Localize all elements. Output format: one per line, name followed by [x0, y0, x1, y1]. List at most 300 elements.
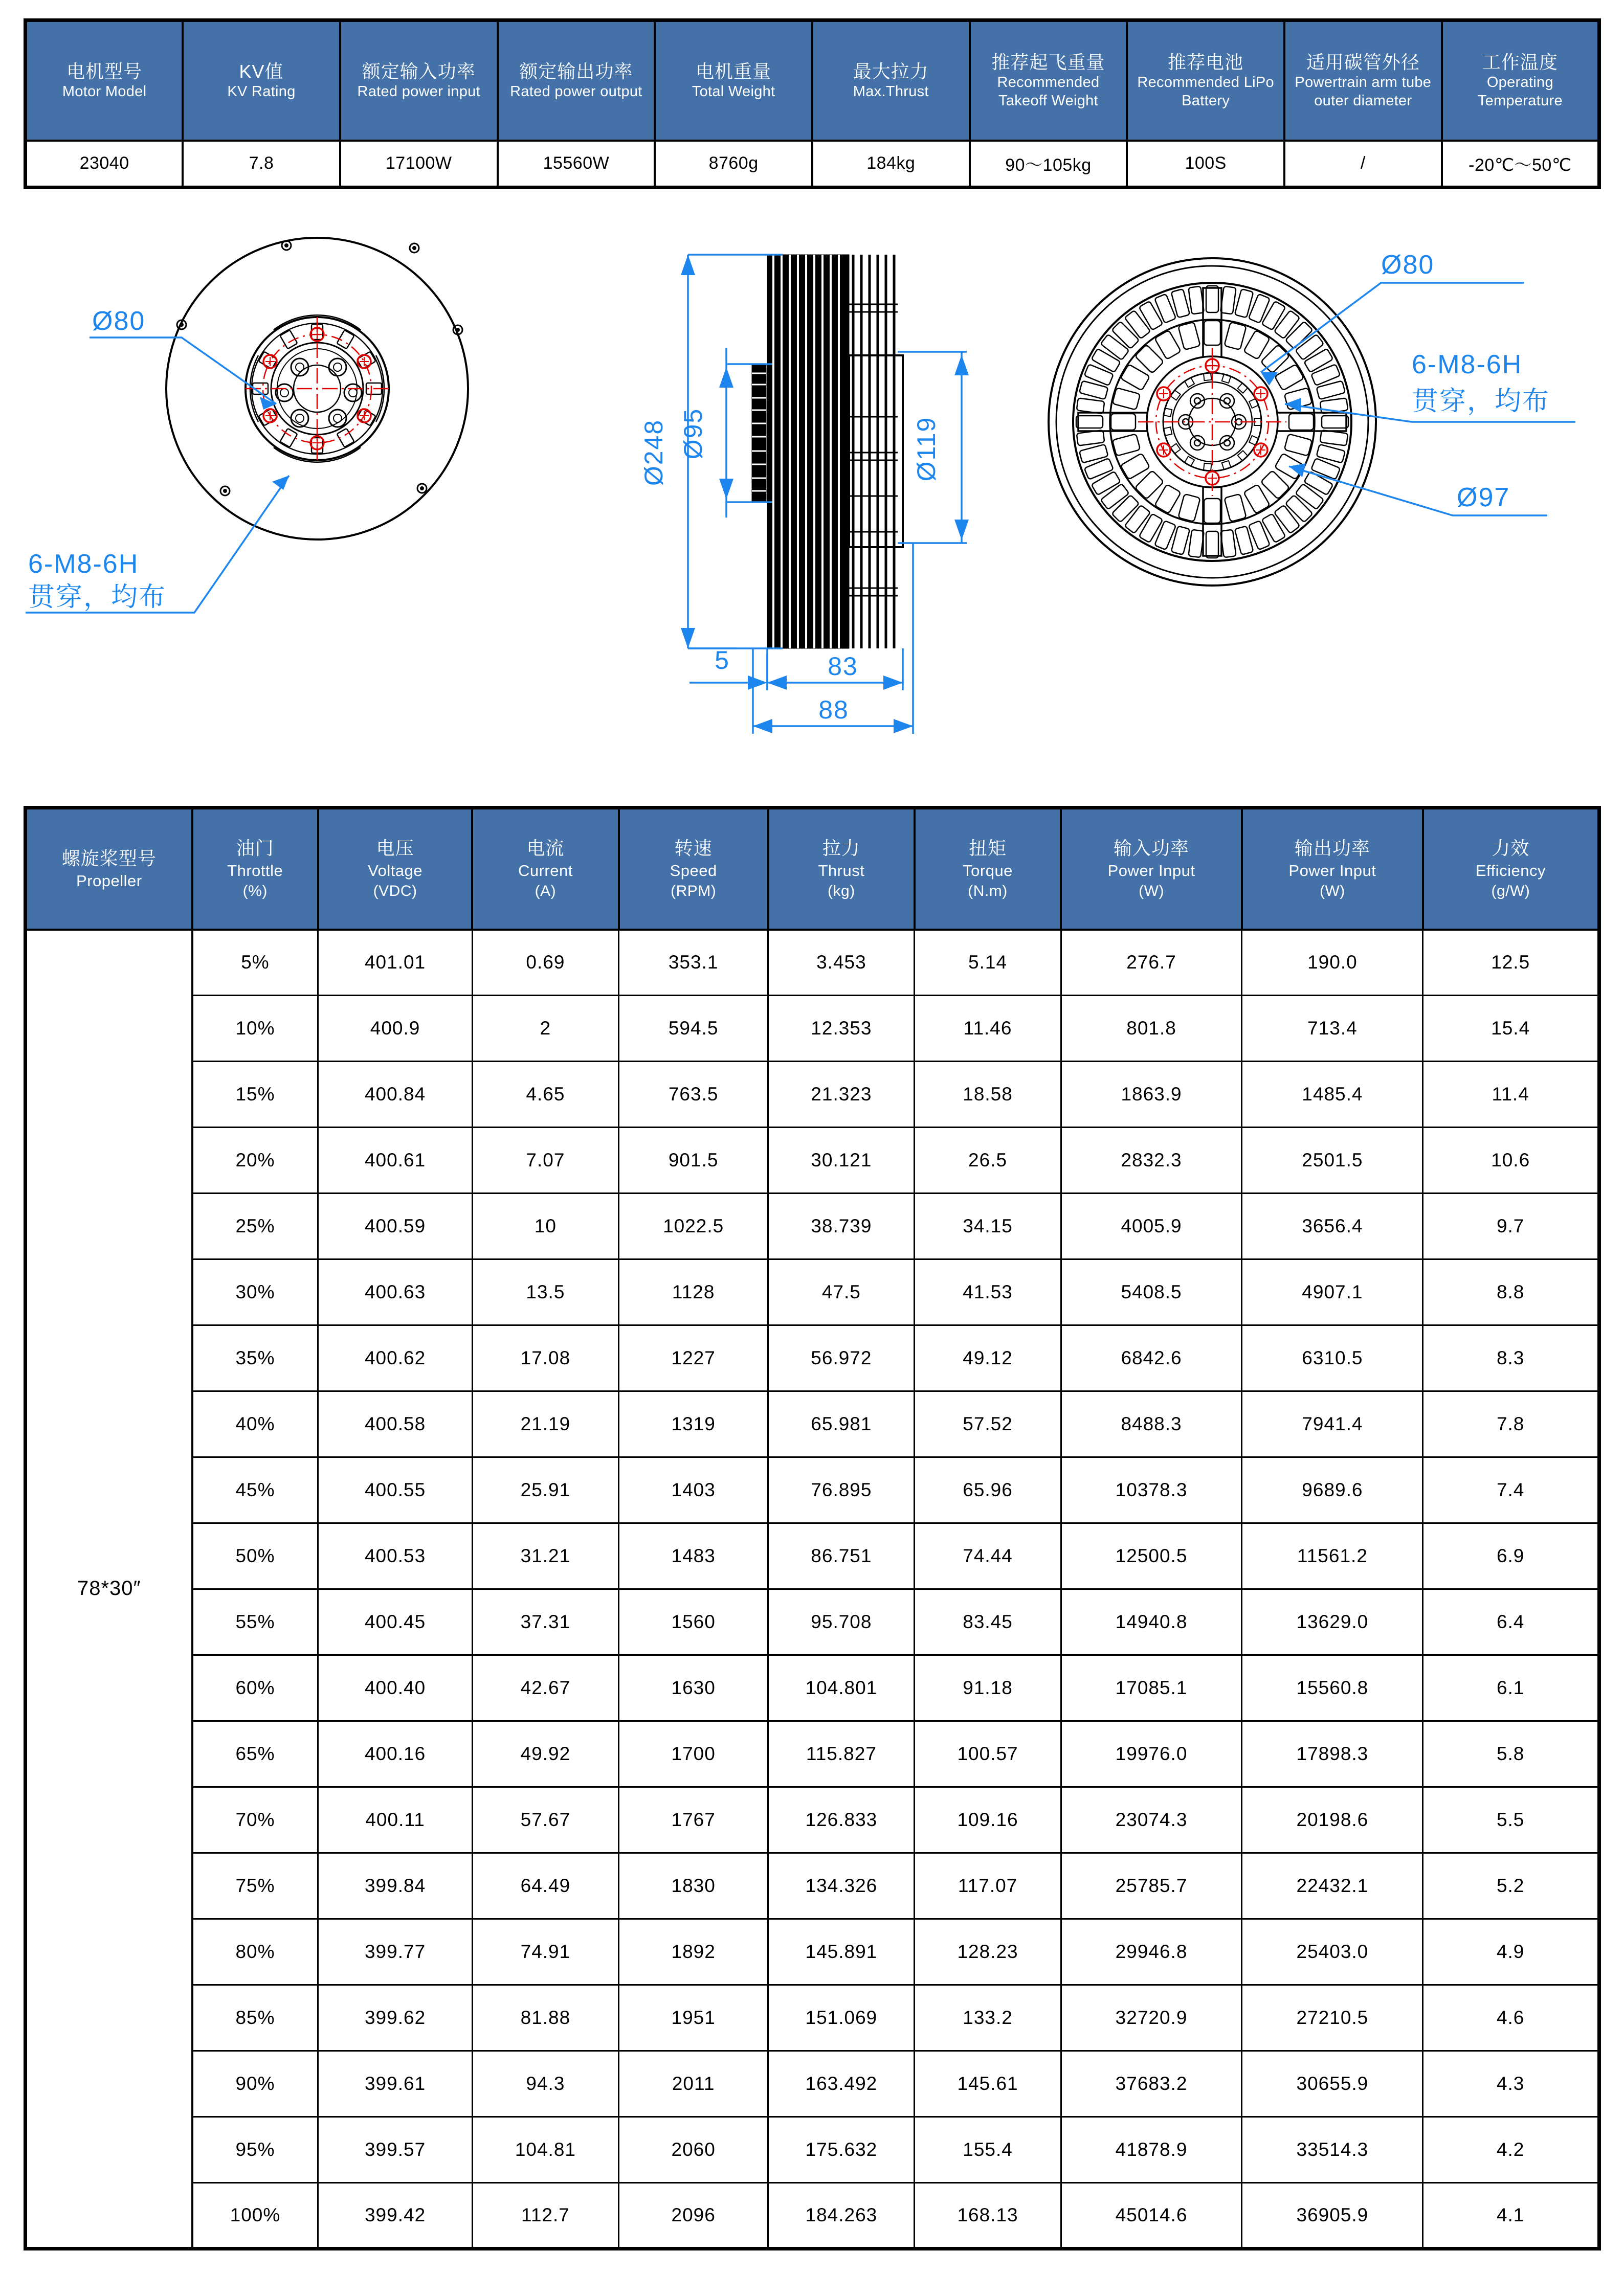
- perf-cell-thrust: 21.323: [768, 1062, 915, 1128]
- perf-cell-throttle: 55%: [192, 1589, 318, 1655]
- perf-cell-throttle: 65%: [192, 1721, 318, 1787]
- spec-header-motor-model: [26, 20, 183, 141]
- perf-cell-power-output: 190.0: [1242, 930, 1423, 996]
- perf-cell-throttle: 20%: [192, 1128, 318, 1194]
- perf-cell-thrust: 163.492: [768, 2051, 915, 2117]
- spec-header-en: KV Rating: [227, 83, 296, 100]
- perf-cell-throttle: 85%: [192, 1985, 318, 2051]
- spec-value-recommended-takeoff-weight: 90～105kg: [970, 141, 1127, 188]
- perf-header-cn: 拉力: [822, 838, 860, 859]
- perf-cell-efficiency: 4.6: [1423, 1985, 1599, 2051]
- perf-cell-thrust: 184.263: [768, 2183, 915, 2249]
- perf-header-propeller: [26, 808, 192, 930]
- table-row: [26, 1325, 1599, 1391]
- perf-cell-throttle: 50%: [192, 1523, 318, 1589]
- perf-cell-thrust: 76.895: [768, 1457, 915, 1523]
- perf-cell-current: 64.49: [472, 1853, 618, 1919]
- perf-cell-torque: 168.13: [915, 2183, 1061, 2249]
- table-row: [26, 1787, 1599, 1853]
- side-view-dim-outer-diameter-text: Ø248: [639, 419, 668, 486]
- perf-header-cn: 电压: [376, 838, 414, 859]
- perf-header-unit: (VDC): [373, 883, 417, 900]
- perf-cell-torque: 109.16: [915, 1787, 1061, 1853]
- perf-cell-efficiency: 6.4: [1423, 1589, 1599, 1655]
- perf-header-torque: [915, 808, 1061, 930]
- perf-cell-torque: 18.58: [915, 1062, 1061, 1128]
- perf-cell-thrust: 115.827: [768, 1721, 915, 1787]
- perf-cell-efficiency: 11.4: [1423, 1062, 1599, 1128]
- perf-cell-thrust: 56.972: [768, 1325, 915, 1391]
- table-row: [26, 1128, 1599, 1194]
- perf-cell-current: 57.67: [472, 1787, 618, 1853]
- perf-cell-torque: 91.18: [915, 1655, 1061, 1721]
- perf-cell-voltage: 400.11: [318, 1787, 473, 1853]
- perf-cell-thrust: 30.121: [768, 1128, 915, 1194]
- perf-cell-power-input: 276.7: [1061, 930, 1242, 996]
- specification-table-container: [24, 18, 1601, 189]
- perf-cell-power-output: 20198.6: [1242, 1787, 1423, 1853]
- perf-cell-speed: 1830: [619, 1853, 768, 1919]
- perf-cell-throttle: 35%: [192, 1325, 318, 1391]
- bottom-view-bolt-circle-callout: [1289, 463, 1547, 515]
- perf-cell-efficiency: 6.9: [1423, 1523, 1599, 1589]
- perf-cell-torque: 74.44: [915, 1523, 1061, 1589]
- specification-table: [24, 18, 1601, 189]
- perf-cell-throttle: 100%: [192, 2183, 318, 2249]
- perf-cell-power-output: 15560.8: [1242, 1655, 1423, 1721]
- perf-header-unit: (RPM): [671, 883, 717, 900]
- perf-cell-power-output: 7941.4: [1242, 1391, 1423, 1457]
- perf-cell-speed: 2011: [619, 2051, 768, 2117]
- perf-cell-efficiency: 7.4: [1423, 1457, 1599, 1523]
- perf-cell-torque: 117.07: [915, 1853, 1061, 1919]
- perf-cell-throttle: 60%: [192, 1655, 318, 1721]
- perf-header-en: Voltage: [368, 862, 423, 880]
- perf-cell-current: 42.67: [472, 1655, 618, 1721]
- perf-cell-current: 31.21: [472, 1523, 618, 1589]
- perf-cell-power-output: 1485.4: [1242, 1062, 1423, 1128]
- perf-header-cn: 扭矩: [969, 838, 1007, 859]
- perf-header-power-output: [1242, 808, 1423, 930]
- perf-cell-power-input: 14940.8: [1061, 1589, 1242, 1655]
- perf-cell-speed: 1227: [619, 1325, 768, 1391]
- perf-cell-voltage: 401.01: [318, 930, 473, 996]
- spec-header-kv-rating: [183, 20, 340, 141]
- perf-cell-efficiency: 6.1: [1423, 1655, 1599, 1721]
- front-view-thread-callout: [26, 476, 289, 613]
- perf-cell-voltage: 399.61: [318, 2051, 473, 2117]
- perf-cell-voltage: 400.62: [318, 1325, 473, 1391]
- perf-cell-voltage: 400.16: [318, 1721, 473, 1787]
- perf-cell-thrust: 134.326: [768, 1853, 915, 1919]
- motor-side-view-drawing: [639, 255, 969, 734]
- perf-cell-throttle: 45%: [192, 1457, 318, 1523]
- perf-cell-thrust: 65.981: [768, 1391, 915, 1457]
- perf-cell-power-input: 23074.3: [1061, 1787, 1242, 1853]
- perf-cell-current: 37.31: [472, 1589, 618, 1655]
- spec-header-en: Recommended Takeoff Weight: [997, 74, 1100, 109]
- perf-cell-torque: 100.57: [915, 1721, 1061, 1787]
- perf-cell-speed: 1128: [619, 1259, 768, 1325]
- perf-cell-current: 0.69: [472, 930, 618, 996]
- perf-cell-current: 49.92: [472, 1721, 618, 1787]
- perf-header-efficiency: [1423, 808, 1599, 930]
- perf-cell-power-input: 801.8: [1061, 996, 1242, 1062]
- perf-cell-efficiency: 4.1: [1423, 2183, 1599, 2249]
- perf-cell-power-input: 12500.5: [1061, 1523, 1242, 1589]
- perf-header-unit: (%): [242, 883, 268, 900]
- spec-header-cn: 工作温度: [1482, 51, 1558, 73]
- perf-cell-current: 13.5: [472, 1259, 618, 1325]
- spec-header-en: Recommended LiPo Battery: [1137, 74, 1274, 109]
- front-view-thread-line2: 贯穿，均布: [28, 582, 167, 613]
- perf-header-cn: 力效: [1492, 838, 1530, 859]
- perf-cell-throttle: 15%: [192, 1062, 318, 1128]
- performance-table: [24, 806, 1601, 2250]
- perf-cell-voltage: 399.42: [318, 2183, 473, 2249]
- perf-cell-efficiency: 10.6: [1423, 1128, 1599, 1194]
- perf-header-current: [472, 808, 618, 930]
- perf-cell-speed: 1700: [619, 1721, 768, 1787]
- perf-cell-power-input: 1863.9: [1061, 1062, 1242, 1128]
- perf-cell-voltage: 400.40: [318, 1655, 473, 1721]
- bottom-view-thread-line2: 贯穿，均布: [1412, 386, 1550, 417]
- perf-header-speed: [619, 808, 768, 930]
- perf-cell-thrust: 38.739: [768, 1194, 915, 1259]
- perf-cell-power-output: 22432.1: [1242, 1853, 1423, 1919]
- perf-cell-throttle: 95%: [192, 2117, 318, 2183]
- spec-header-rated-power-output: [498, 20, 655, 141]
- perf-cell-torque: 155.4: [915, 2117, 1061, 2183]
- perf-cell-speed: 1767: [619, 1787, 768, 1853]
- perf-cell-throttle: 90%: [192, 2051, 318, 2117]
- perf-cell-voltage: 399.84: [318, 1853, 473, 1919]
- perf-header-unit: (W): [1319, 883, 1345, 900]
- perf-cell-speed: 1403: [619, 1457, 768, 1523]
- spec-value-rated-power-input: 17100W: [340, 141, 498, 188]
- spec-header-en: Rated power output: [510, 83, 642, 100]
- side-view-dim-body-height-text: 83: [828, 652, 858, 681]
- perf-cell-power-output: 33514.3: [1242, 2117, 1423, 2183]
- table-row: [26, 1985, 1599, 2051]
- perf-cell-speed: 1022.5: [619, 1194, 768, 1259]
- perf-cell-thrust: 12.353: [768, 996, 915, 1062]
- perf-header-power-input: [1061, 808, 1242, 930]
- perf-header-unit: (W): [1139, 883, 1164, 900]
- perf-cell-current: 10: [472, 1194, 618, 1259]
- spec-header-cn: 电机型号: [66, 60, 143, 82]
- spec-header-cn: 推荐电池: [1168, 51, 1244, 73]
- spec-header-cn: 推荐起飞重量: [991, 51, 1105, 73]
- perf-header-en: Thrust: [818, 862, 865, 880]
- perf-header-cn: 螺旋桨型号: [61, 847, 157, 869]
- perf-cell-power-output: 9689.6: [1242, 1457, 1423, 1523]
- perf-header-en: Efficiency: [1475, 862, 1546, 880]
- perf-cell-voltage: 400.9: [318, 996, 473, 1062]
- table-row: [26, 1655, 1599, 1721]
- perf-header-en: Throttle: [227, 862, 283, 880]
- spec-header-rated-power-input: [340, 20, 498, 141]
- performance-table-body: [26, 930, 1599, 2249]
- perf-cell-power-output: 13629.0: [1242, 1589, 1423, 1655]
- perf-cell-torque: 11.46: [915, 996, 1061, 1062]
- perf-cell-torque: 5.14: [915, 930, 1061, 996]
- bottom-view-thread-callout: [1285, 350, 1575, 422]
- perf-cell-current: 7.07: [472, 1128, 618, 1194]
- spec-header-en: Operating Temperature: [1477, 74, 1563, 109]
- spec-header-cn: 电机重量: [696, 60, 772, 82]
- perf-cell-efficiency: 8.8: [1423, 1259, 1599, 1325]
- perf-header-cn: 输入功率: [1114, 838, 1190, 859]
- perf-cell-voltage: 400.84: [318, 1062, 473, 1128]
- perf-header-unit: (g/W): [1491, 883, 1530, 900]
- perf-cell-torque: 41.53: [915, 1259, 1061, 1325]
- perf-cell-throttle: 70%: [192, 1787, 318, 1853]
- perf-cell-power-input: 37683.2: [1061, 2051, 1242, 2117]
- perf-cell-power-input: 17085.1: [1061, 1655, 1242, 1721]
- perf-cell-power-input: 6842.6: [1061, 1325, 1242, 1391]
- perf-cell-power-input: 10378.3: [1061, 1457, 1242, 1523]
- perf-header-unit: (kg): [828, 883, 855, 900]
- perf-cell-efficiency: 15.4: [1423, 996, 1599, 1062]
- perf-cell-efficiency: 7.8: [1423, 1391, 1599, 1457]
- perf-cell-power-input: 32720.9: [1061, 1985, 1242, 2051]
- spec-value-kv-rating: 7.8: [183, 141, 340, 188]
- perf-cell-efficiency: 4.9: [1423, 1919, 1599, 1985]
- perf-cell-efficiency: 5.5: [1423, 1787, 1599, 1853]
- perf-cell-power-output: 30655.9: [1242, 2051, 1423, 2117]
- perf-header-en: Propeller: [76, 871, 142, 890]
- perf-header-cn: 输出功率: [1294, 838, 1370, 859]
- perf-cell-power-input: 4005.9: [1061, 1194, 1242, 1259]
- perf-cell-torque: 83.45: [915, 1589, 1061, 1655]
- spec-value-motor-model: 23040: [26, 141, 183, 188]
- perf-cell-voltage: 399.57: [318, 2117, 473, 2183]
- spec-header-en: Rated power input: [357, 83, 480, 100]
- perf-cell-thrust: 95.708: [768, 1589, 915, 1655]
- perf-cell-current: 21.19: [472, 1391, 618, 1457]
- spec-header-cn: 额定输出功率: [519, 60, 633, 82]
- table-row: [26, 2051, 1599, 2117]
- front-view-diameter-text: Ø80: [92, 306, 146, 336]
- perf-cell-speed: 353.1: [619, 930, 768, 996]
- spec-header-en: Motor Model: [62, 83, 147, 100]
- perf-cell-throttle: 25%: [192, 1194, 318, 1259]
- side-view-dim-bell-diameter-text: Ø119: [912, 416, 941, 482]
- perf-cell-voltage: 400.59: [318, 1194, 473, 1259]
- perf-cell-power-input: 2832.3: [1061, 1128, 1242, 1194]
- perf-cell-efficiency: 4.3: [1423, 2051, 1599, 2117]
- perf-cell-current: 4.65: [472, 1062, 618, 1128]
- perf-header-en: Speed: [670, 862, 717, 880]
- perf-cell-power-output: 25403.0: [1242, 1919, 1423, 1985]
- perf-cell-throttle: 75%: [192, 1853, 318, 1919]
- spec-header-cn: KV值: [239, 60, 284, 82]
- bottom-view-diameter-text: Ø80: [1381, 250, 1435, 280]
- table-row: [26, 930, 1599, 996]
- spec-value-total-weight: 8760g: [655, 141, 812, 188]
- perf-cell-current: 25.91: [472, 1457, 618, 1523]
- technical-drawings: [0, 220, 1624, 787]
- perf-cell-throttle: 10%: [192, 996, 318, 1062]
- perf-cell-torque: 128.23: [915, 1919, 1061, 1985]
- perf-cell-torque: 26.5: [915, 1128, 1061, 1194]
- perf-cell-power-input: 8488.3: [1061, 1391, 1242, 1457]
- perf-cell-power-input: 45014.6: [1061, 2183, 1242, 2249]
- table-row: [26, 1853, 1599, 1919]
- perf-cell-torque: 57.52: [915, 1391, 1061, 1457]
- table-row: [26, 1194, 1599, 1259]
- motor-front-view-drawing: [26, 238, 468, 613]
- perf-header-cn: 转速: [674, 838, 713, 859]
- perf-cell-power-output: 4907.1: [1242, 1259, 1423, 1325]
- side-view-dim-shaft-diameter-text: Ø95: [679, 408, 707, 460]
- perf-header-unit: (N.m): [968, 883, 1008, 900]
- performance-table-container: [24, 806, 1601, 2250]
- perf-cell-propeller: 78*30″: [26, 930, 192, 2249]
- spec-header-max-thrust: [812, 20, 970, 141]
- side-view-dim-total-height-text: 88: [818, 695, 849, 724]
- perf-cell-speed: 1560: [619, 1589, 768, 1655]
- perf-cell-power-output: 2501.5: [1242, 1128, 1423, 1194]
- bottom-view-thread-line1: 6-M8-6H: [1412, 350, 1523, 379]
- spec-value-rated-power-output: 15560W: [498, 141, 655, 188]
- perf-header-en: Power Input: [1288, 862, 1376, 880]
- perf-cell-thrust: 47.5: [768, 1259, 915, 1325]
- perf-cell-thrust: 126.833: [768, 1787, 915, 1853]
- table-row: [26, 2183, 1599, 2249]
- perf-cell-speed: 594.5: [619, 996, 768, 1062]
- motor-bottom-view-drawing: [1049, 250, 1575, 586]
- perf-cell-current: 112.7: [472, 2183, 618, 2249]
- perf-cell-speed: 2060: [619, 2117, 768, 2183]
- perf-cell-power-output: 6310.5: [1242, 1325, 1423, 1391]
- perf-header-en: Current: [518, 862, 573, 880]
- perf-cell-current: 17.08: [472, 1325, 618, 1391]
- perf-cell-speed: 1319: [619, 1391, 768, 1457]
- perf-cell-efficiency: 8.3: [1423, 1325, 1599, 1391]
- table-row: [26, 996, 1599, 1062]
- perf-cell-voltage: 400.45: [318, 1589, 473, 1655]
- perf-cell-voltage: 400.58: [318, 1391, 473, 1457]
- side-view-dim-lip-text: 5: [715, 646, 730, 674]
- perf-cell-efficiency: 4.2: [1423, 2117, 1599, 2183]
- perf-cell-voltage: 399.77: [318, 1919, 473, 1985]
- perf-cell-efficiency: 5.8: [1423, 1721, 1599, 1787]
- perf-cell-voltage: 400.53: [318, 1523, 473, 1589]
- perf-header-thrust: [768, 808, 915, 930]
- perf-header-en: Power Input: [1107, 862, 1195, 880]
- perf-cell-power-input: 25785.7: [1061, 1853, 1242, 1919]
- perf-cell-efficiency: 5.2: [1423, 1853, 1599, 1919]
- perf-cell-power-output: 36905.9: [1242, 2183, 1423, 2249]
- perf-cell-efficiency: 12.5: [1423, 930, 1599, 996]
- spec-header-recommended-takeoff-weight: [970, 20, 1127, 141]
- perf-header-unit: (A): [535, 883, 557, 900]
- perf-cell-power-input: 5408.5: [1061, 1259, 1242, 1325]
- spec-header-cn: 额定输入功率: [362, 60, 476, 82]
- perf-cell-thrust: 145.891: [768, 1919, 915, 1985]
- perf-cell-current: 2: [472, 996, 618, 1062]
- table-row: [26, 1259, 1599, 1325]
- perf-cell-current: 104.81: [472, 2117, 618, 2183]
- spec-header-recommended-lipo-battery: [1127, 20, 1284, 141]
- perf-cell-current: 81.88: [472, 1985, 618, 2051]
- perf-cell-power-input: 41878.9: [1061, 2117, 1242, 2183]
- perf-cell-speed: 1892: [619, 1919, 768, 1985]
- perf-cell-thrust: 3.453: [768, 930, 915, 996]
- spec-header-cn: 适用碳管外径: [1306, 51, 1420, 73]
- perf-cell-voltage: 400.61: [318, 1128, 473, 1194]
- bottom-view-bolt-circle-text: Ø97: [1457, 483, 1510, 512]
- table-row: [26, 1721, 1599, 1787]
- spec-value-powertrain-arm-tube-outer-diameter: /: [1284, 141, 1442, 188]
- spec-value-row: [26, 141, 1599, 188]
- perf-cell-throttle: 5%: [192, 930, 318, 996]
- perf-cell-voltage: 400.55: [318, 1457, 473, 1523]
- perf-cell-voltage: 400.63: [318, 1259, 473, 1325]
- perf-cell-throttle: 40%: [192, 1391, 318, 1457]
- spec-header-cn: 最大拉力: [853, 60, 929, 82]
- perf-cell-thrust: 104.801: [768, 1655, 915, 1721]
- perf-cell-thrust: 151.069: [768, 1985, 915, 2051]
- perf-cell-throttle: 80%: [192, 1919, 318, 1985]
- perf-cell-speed: 1630: [619, 1655, 768, 1721]
- spec-value-max-thrust: 184kg: [812, 141, 970, 188]
- perf-header-cn: 油门: [236, 838, 274, 859]
- spec-value-recommended-lipo-battery: 100S: [1127, 141, 1284, 188]
- perf-cell-speed: 901.5: [619, 1128, 768, 1194]
- perf-cell-power-input: 29946.8: [1061, 1919, 1242, 1985]
- perf-cell-power-output: 17898.3: [1242, 1721, 1423, 1787]
- perf-header-en: Torque: [963, 862, 1013, 880]
- perf-cell-current: 74.91: [472, 1919, 618, 1985]
- perf-cell-speed: 1951: [619, 1985, 768, 2051]
- perf-cell-current: 94.3: [472, 2051, 618, 2117]
- front-view-thread-line1: 6-M8-6H: [28, 549, 139, 579]
- table-row: [26, 1523, 1599, 1589]
- perf-cell-torque: 34.15: [915, 1194, 1061, 1259]
- performance-header-row: [26, 808, 1599, 930]
- table-row: [26, 1062, 1599, 1128]
- perf-cell-power-output: 713.4: [1242, 996, 1423, 1062]
- perf-header-cn: 电流: [526, 838, 565, 859]
- table-row: [26, 1391, 1599, 1457]
- perf-cell-voltage: 399.62: [318, 1985, 473, 2051]
- perf-cell-speed: 2096: [619, 2183, 768, 2249]
- perf-cell-power-output: 27210.5: [1242, 1985, 1423, 2051]
- perf-cell-torque: 49.12: [915, 1325, 1061, 1391]
- spec-header-en: Max.Thrust: [853, 83, 929, 100]
- spec-value-operating-temperature: -20℃～50℃: [1442, 141, 1599, 188]
- spec-header-row: [26, 20, 1599, 141]
- spec-header-operating-temperature: [1442, 20, 1599, 141]
- table-row: [26, 1457, 1599, 1523]
- perf-cell-power-output: 3656.4: [1242, 1194, 1423, 1259]
- table-row: [26, 1589, 1599, 1655]
- perf-cell-thrust: 86.751: [768, 1523, 915, 1589]
- table-row: [26, 2117, 1599, 2183]
- perf-cell-power-input: 19976.0: [1061, 1721, 1242, 1787]
- spec-header-en: Powertrain arm tube outer diameter: [1295, 74, 1432, 109]
- spec-header-powertrain-arm-tube-outer-diameter: [1284, 20, 1442, 141]
- perf-cell-throttle: 30%: [192, 1259, 318, 1325]
- perf-cell-torque: 65.96: [915, 1457, 1061, 1523]
- perf-cell-speed: 763.5: [619, 1062, 768, 1128]
- perf-cell-torque: 133.2: [915, 1985, 1061, 2051]
- perf-cell-efficiency: 9.7: [1423, 1194, 1599, 1259]
- spec-header-en: Total Weight: [692, 83, 775, 100]
